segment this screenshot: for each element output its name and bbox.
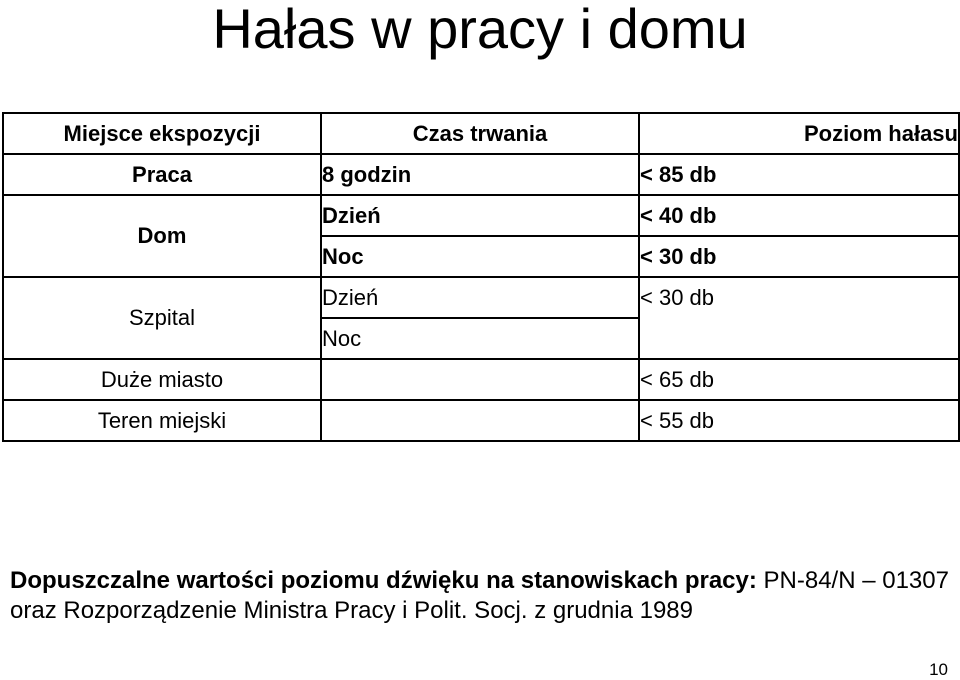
column-header-noise-level: Poziom hałasu <box>639 113 959 154</box>
cell-place: Dom <box>3 195 321 277</box>
cell-duration: Dzień <box>321 277 639 318</box>
cell-noise-level: < 55 db <box>639 400 959 441</box>
cell-duration <box>321 359 639 400</box>
cell-duration: 8 godzin <box>321 154 639 195</box>
cell-duration: Noc <box>321 236 639 277</box>
table-row <box>3 154 959 195</box>
footnote-reference: PN-84/N – 01307 oraz Rozporządzenie Ministra Pracy i Polit. Socj. z grudnia 1989 <box>10 567 949 624</box>
cell-noise-level: < 30 db <box>639 277 959 359</box>
cell-place: Teren miejski <box>3 400 321 441</box>
table-row <box>3 195 959 236</box>
cell-noise-level: < 40 db <box>639 195 959 236</box>
page-title: Hałas w pracy i domu <box>212 0 748 60</box>
page-number: 10 <box>929 660 948 679</box>
footnote-bold: Dopuszczalne wartości poziomu dźwięku na stanowiskach pracy: <box>10 567 757 594</box>
footnote <box>10 566 950 626</box>
cell-place: Duże miasto <box>3 359 321 400</box>
cell-noise-level: < 65 db <box>639 359 959 400</box>
noise-table <box>2 112 960 442</box>
cell-place: Praca <box>3 154 321 195</box>
column-header-exposure-place: Miejsce ekspozycji <box>3 113 321 154</box>
cell-duration: Noc <box>321 318 639 359</box>
table-header-row <box>3 113 959 154</box>
cell-place: Szpital <box>3 277 321 359</box>
table-row <box>3 359 959 400</box>
table-row <box>3 400 959 441</box>
cell-noise-level: < 30 db <box>639 236 959 277</box>
cell-noise-level: < 85 db <box>639 154 959 195</box>
cell-duration <box>321 400 639 441</box>
cell-duration: Dzień <box>321 195 639 236</box>
column-header-duration: Czas trwania <box>321 113 639 154</box>
table-row <box>3 277 959 318</box>
